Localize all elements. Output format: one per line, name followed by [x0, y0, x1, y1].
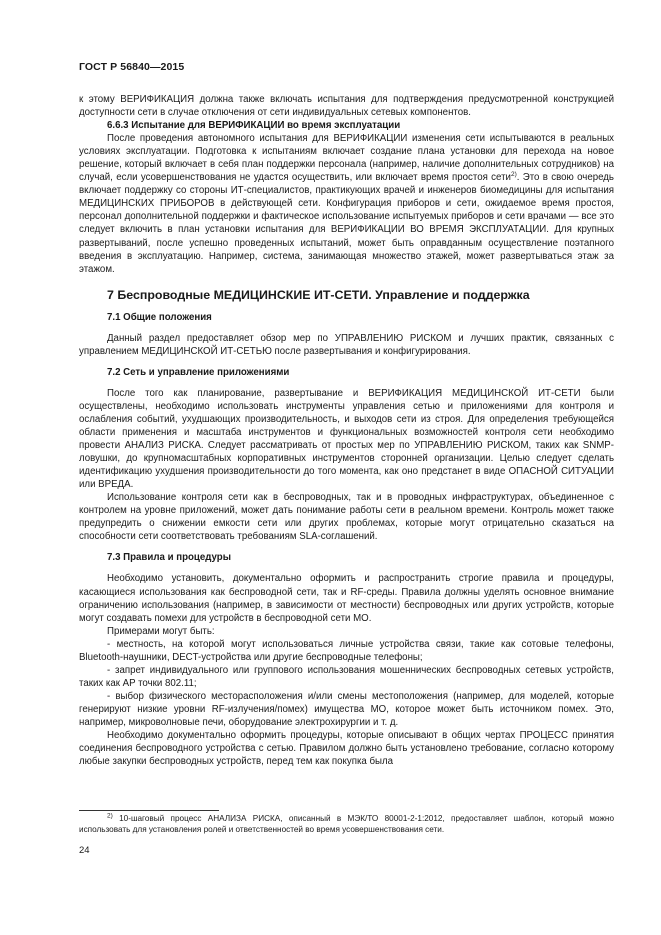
- footnote-text: [79, 813, 614, 835]
- paragraph-6-6-3-part-a: После проведения автономного испытания для ВЕРИФИКАЦИИ изменения сети испытываются в реальных условиях эксплуатации. Подготовка к испытаниям включает создание плана установки для перехода на новое решение, который включает в себя план поддержки персонала (например, наличие дополнительных сотрудников) на случай, если усовершенствования не удастся осуществить, или включает время простоя сети: [79, 133, 614, 184]
- paragraph-7-1: Данный раздел предоставляет обзор мер по УПРАВЛЕНИЮ РИСКОМ и лучших практик, связанных с управлением МЕДИЦИНСКОЙ ИТ-СЕТЬЮ после развертывания и конфигурирования.: [79, 332, 614, 357]
- heading-section-7: 7 Беспроводные МЕДИЦИНСКИЕ ИТ-СЕТИ. Управление и поддержка: [107, 287, 530, 302]
- paragraph-7-3-f: Необходимо документально оформить процедуры, которые описывают в общих чертах ПРОЦЕСС принятия соединения беспроводного устройства с сетью. Правилом должно быть установлено требование, согласно которому любые закупки беспроводных устройств, перед тем как покупка была: [79, 730, 614, 768]
- paragraph-7-3-a: Необходимо установить, документально оформить и распространить строгие правила и процедуры, касающиеся использования как беспроводной сети, так и RF-среды. Правила должны уделять основное внимание ограничению использования (например, в зависимости от местности) беспроводных или других устройств, которые могут создавать помехи для устройств в беспроводной сети МО.: [79, 573, 614, 624]
- footnote: [79, 813, 614, 835]
- page-number: 24: [79, 845, 90, 856]
- footnote-divider: [79, 810, 219, 811]
- list-item-7-3-c: - местность, на которой могут использоваться личные устройства связи, такие как сотовые телефоны, Bluetooth-наушники, DECT-устройства или другие беспроводные телефоны;: [79, 638, 614, 663]
- list-item-7-3-d: - запрет индивидуального или группового использования мошеннических беспроводных сетевых устройств, таких как AP точки 802.11;: [79, 664, 614, 689]
- paragraph-7-2-a: После того как планирование, развертывание и ВЕРИФИКАЦИЯ МЕДИЦИНСКОЙ ИТ-СЕТИ были осуществлены, необходимо использовать инструменты управления сетью и приложениями для контроля и ослабления событий, ухудшающих производительность, и выходов сети из строя. Для определения требующейся области применения и масштаба инструментов и функциональных возможностей контроля сети необходимо провести АНАЛИЗ РИСКА. Следует рассматривать от простых мер по УПРАВЛЕНИЮ РИСКОМ, таких как SNMP-ловушки, до крупномасштабных корпоративных инструментов сторонней организации. Целью следует сделать идентификацию ухудшения производительности до того момента, как оно предстанет в виде ОПАСНОЙ СИТУАЦИИ или ВРЕДА.: [79, 387, 614, 491]
- footnote-marker: 2): [107, 812, 113, 820]
- document-body: [79, 93, 614, 768]
- standard-code: ГОСТ Р 56840—2015: [79, 61, 185, 73]
- list-item-7-3-e: - выбор физического месторасположения и/или смены местоположения (например, для моделей, которые генерируют низкие уровни RF-излучения/помех) имущества МО, которое может быть источником помех. Это, например, микроволновые печи, оборудование электрохирургии и т. д.: [79, 690, 614, 728]
- heading-7-2: 7.2 Сеть и управление приложениями: [107, 366, 290, 378]
- paragraph-6-6-3-part-b: . Это в свою очередь включает поддержку со стороны ИТ-специалистов, практикующих врачей и инженеров биомедицины для испытания МЕДИЦИНСКИХ ПРИБОРОВ в действующей сети. Конфигурация приборов и сети, ожидаемое время простоя, персонал дополнительной поддержки и фактическое использование испытуемых приборов и сети врачами — все это следует включить в план установки испытания для ВЕРИФИКАЦИИ ВО ВРЕМЯ ЭКСПЛУАТАЦИИ. Для крупных развертываний, после успешно проведенных испытаний, может быть оправданным осуществление поэтапного введения в эксплуатацию. Например, система, занимающая множество этажей, может развертываться этаж за этажом.: [79, 172, 614, 275]
- footnote-ref: 2): [510, 171, 517, 179]
- paragraph-intro: к этому ВЕРИФИКАЦИЯ должна также включать испытания для подтверждения предусмотренной конструкцией доступности сети в случае отключения от сети индивидуальных сетевых компонентов.: [79, 94, 614, 119]
- paragraph-7-2-b: Использование контроля сети как в беспроводных, так и в проводных инфраструктурах, объединенное с контролем на уровне приложений, может дать понимание работы сети в реальном времени. Контроль может также предупредить о снижении емкости сети или других проблемах, которые могут отрицательно сказаться на способности сети соответствовать требованиям SLA-соглашений.: [79, 492, 614, 543]
- heading-7-1: 7.1 Общие положения: [107, 311, 212, 323]
- heading-6-6-3: 6.6.3 Испытание для ВЕРИФИКАЦИИ во время эксплуатации: [107, 120, 401, 132]
- paragraph-7-3-b: Примерами могут быть:: [107, 625, 215, 637]
- footnote-body: 10-шаговый процесс АНАЛИЗА РИСКА, описанный в МЭК/ТО 80001-2-1:2012, предоставляет шаблон, который можно использовать для установления ролей и ответственностей во время усовершенствования сети.: [79, 814, 614, 834]
- heading-7-3: 7.3 Правила и процедуры: [107, 552, 231, 564]
- paragraph-6-6-3: [79, 132, 614, 276]
